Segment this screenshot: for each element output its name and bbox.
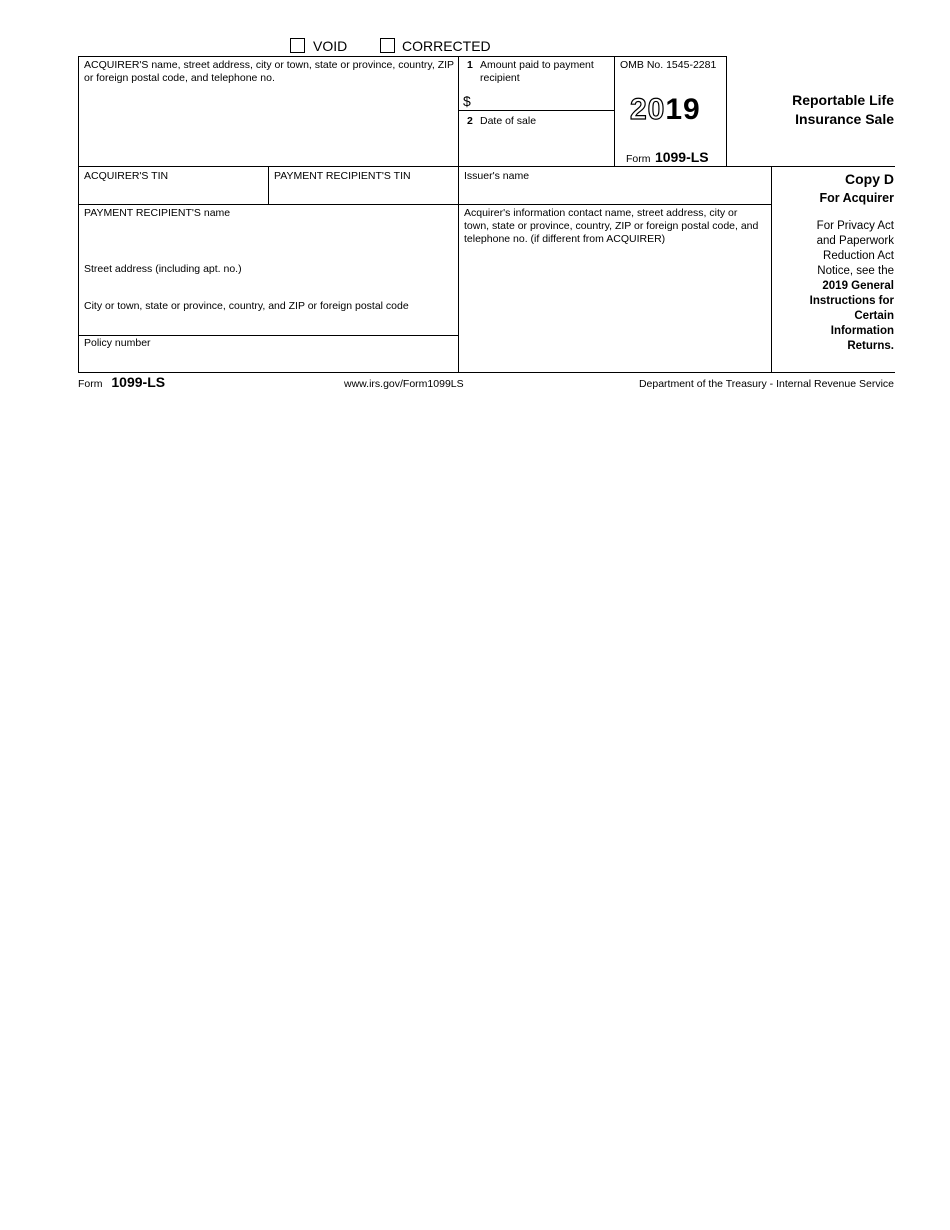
privacy-notice: For Privacy Act and Paperwork Reduction Act Notice, see the 2019 General Instructions for Certain Information Returns.	[809, 220, 894, 352]
policy-number-field[interactable]	[80, 351, 456, 370]
row2-top	[78, 166, 895, 167]
column-divider	[458, 56, 459, 373]
acquirer-tin-label: ACQUIRER'S TIN	[84, 170, 169, 182]
city-state-label: City or town, state or province, country, and ZIP or foreign postal code	[84, 300, 409, 312]
box1-bottom	[459, 110, 614, 111]
acquirer-tin-field[interactable]	[80, 184, 266, 202]
void-label: VOID	[313, 38, 348, 54]
form-main-title: Reportable Life Insurance Sale	[792, 92, 894, 127]
acquirer-name-field[interactable]	[80, 85, 456, 163]
dollar-sign: $	[463, 93, 471, 109]
footer-url: www.irs.gov/Form1099LS	[344, 378, 464, 390]
box1-amount-field[interactable]	[476, 88, 610, 108]
issuer-name-label: Issuer's name	[464, 170, 530, 182]
acquirer-info-label: Acquirer's information contact name, street address, city or town, state or province, country, ZIP or foreign postal code, and telephone no. (if different from ACQUIRER)	[464, 207, 759, 245]
city-state-field[interactable]	[80, 315, 456, 333]
policy-top	[78, 335, 458, 336]
sidebar-divider	[771, 166, 772, 373]
recipient-tin-label: PAYMENT RECIPIENT'S TIN	[274, 170, 411, 182]
corrected-checkbox[interactable]	[380, 38, 395, 53]
corrected-label: CORRECTED	[402, 38, 491, 54]
recipient-tin-field[interactable]	[270, 184, 456, 202]
row3-top	[78, 204, 771, 205]
form-title-box: Form 1099-LS	[626, 149, 709, 165]
copy-for-label: For Acquirer	[819, 191, 894, 205]
acquirer-name-label: ACQUIRER'S name, street address, city or town, state or province, country, ZIP or foreign postal code, and telephone no.	[84, 59, 454, 84]
recipient-name-label: PAYMENT RECIPIENT'S name	[84, 207, 231, 219]
form-left-border	[78, 56, 79, 373]
tin-divider	[268, 166, 269, 204]
void-checkbox[interactable]	[290, 38, 305, 53]
omb-number: OMB No. 1545-2281	[620, 59, 717, 71]
box2-number: 2	[467, 115, 473, 127]
acquirer-info-field[interactable]	[460, 248, 769, 370]
form-top-border	[78, 56, 727, 57]
box2-label: Date of sale	[480, 115, 537, 127]
footer-form-name: Form 1099-LS	[78, 374, 166, 390]
issuer-name-field[interactable]	[460, 184, 769, 202]
street-address-label: Street address (including apt. no.)	[84, 263, 242, 275]
copy-label: Copy D	[845, 171, 894, 187]
recipient-name-field[interactable]	[80, 222, 456, 260]
box1-number: 1	[467, 59, 473, 71]
street-address-field[interactable]	[80, 278, 456, 296]
tax-year: 2019	[630, 93, 701, 126]
box1-divider	[614, 56, 615, 166]
box1-label: Amount paid to payment recipient	[480, 59, 594, 84]
box2-date-field[interactable]	[462, 130, 612, 162]
form-bottom-border	[78, 372, 895, 373]
policy-number-label: Policy number	[84, 337, 151, 349]
omb-divider	[726, 56, 727, 166]
footer-department: Department of the Treasury - Internal Revenue Service	[638, 378, 894, 390]
